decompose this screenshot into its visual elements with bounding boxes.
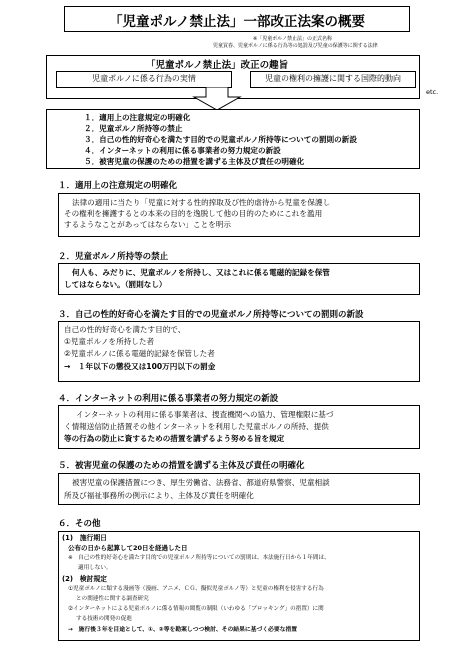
summary-item-3: ３．自己の性的好奇心を満たす目的での児童ポルノ所持等についての罰則の新設: [84, 135, 357, 144]
section-4-line-2: く情報送信防止措置その他インターネットを利用した児童ポルノの所持、提供: [64, 422, 329, 431]
section-3-title: ３．自己の性的好奇心を満たす目的での児童ポルノ所持等についての罰則の新設: [58, 310, 364, 320]
summary-item-1: １．適用上の注意規定の明確化: [84, 113, 191, 122]
section-5-title: ５．被害児童の保護のための措置を講ずる主体及び責任の明確化: [58, 461, 305, 471]
section-6-line-b5: → 施行後３年を目途として、①、②等を勘案しつつ検討、その結果に基づく必要な措置: [68, 627, 298, 633]
section-5-line-2: 所及び福祉事務所の例示により、主体及び責任を明確化: [64, 491, 254, 500]
section-6-line-b2: との関連性に関する調査研究: [76, 596, 149, 602]
section-4-line-3: 等の行為の防止に資するための措置を講ずるよう努める旨を規定: [64, 434, 285, 443]
section-6-line-b3: ②インターネットによる児童ポルノに係る情報の閲覧の制限（いわゆる「ブロッキング」の措置）に関: [68, 606, 324, 612]
section-6-line-b1: ①児童ポルノに類する漫画等（漫画、アニメ、ＣＧ、擬似児童ポルノ等）と児童の権利を侵害する行為: [68, 586, 324, 592]
intent-left-text: 児童ポルノに係る行為の実情: [92, 74, 196, 83]
section-4-line-1: インターネットの利用に係る事業者は、捜査機関への協力、管理権限に基づ: [76, 410, 334, 419]
section-3-line-3: ②児童ポルノに係る電磁的記録を保管した者: [64, 349, 215, 358]
intent-etc: etc.: [426, 88, 439, 96]
section-3-line-4: → １年以下の懲役又は100万円以下の罰金: [64, 362, 216, 371]
intent-title: 「児童ポルノ禁止法」改正の趣旨: [146, 60, 289, 71]
section-1-title: １．適用上の注意規定の明確化: [58, 181, 178, 191]
page-title: 「児童ポルノ禁止法」一部改正法案の概要: [109, 14, 365, 30]
section-6-line-a1: 公布の日から起算して20日を経過した日: [68, 544, 188, 552]
section-6-title: ６．その他: [58, 519, 101, 529]
section-1-line-3: するようなことがあってはならない」ことを明示: [64, 220, 231, 229]
section-6-heading-1: (1) 施行期日: [62, 534, 107, 542]
section-6-line-a3: 適用しない。: [78, 565, 112, 571]
section-6-line-b4: する技術の開発の促進: [76, 616, 132, 622]
section-4-title: ４．インターネットの利用に係る事業者の努力規定の新設: [58, 394, 279, 404]
summary-item-4: ４．インターネットの利用に係る事業者の努力規定の新設: [84, 146, 281, 155]
down-arrow-icon: [192, 87, 242, 111]
section-2-title: ２．児童ポルノ所持等の禁止: [58, 252, 169, 262]
section-6-heading-2: (2) 検討規定: [62, 575, 107, 583]
summary-item-2: ２．児童ポルノ所持等の禁止: [84, 124, 183, 133]
section-1-line-2: その権利を擁護するとの本来の目的を逸脱して他の目的のためにこれを濫用: [64, 209, 323, 218]
section-5-line-1: 被害児童の保護措置につき、厚生労働省、法務省、都道府県警察、児童相談: [72, 478, 330, 487]
section-3-line-2: ①児童ポルノを所持した者: [64, 337, 155, 346]
section-2-line-2: してはならない。（罰則なし）: [64, 280, 167, 289]
summary-item-5: ５．被害児童の保護のための措置を講ずる主体及び責任の明確化: [84, 157, 305, 166]
section-1-line-1: 法律の適用に当たり「児童に対する性的搾取及び性的虐待から児童を保護し: [72, 198, 331, 207]
footnote-label: ※「児童ポルノ禁止法」の正式名称: [253, 36, 332, 42]
section-6-line-a2: ※ 自己の性的好奇心を満たす目的での児童ポルノ所持等についての罰則は、本法施行日から１年間は、: [68, 555, 330, 561]
section-3-line-1: 自己の性的好奇心を満たす目的で、: [64, 325, 186, 334]
footnote-formal-name: 児童買春、児童ポルノに係る行為等の処罰及び児童の保護等に関する法律: [213, 43, 378, 49]
intent-right-text: 児童の権利の擁護に関する国際的動向: [265, 74, 401, 83]
section-2-line-1: 何人も、みだりに、児童ポルノを所持し、又はこれに係る電磁的記録を保管: [72, 268, 330, 277]
